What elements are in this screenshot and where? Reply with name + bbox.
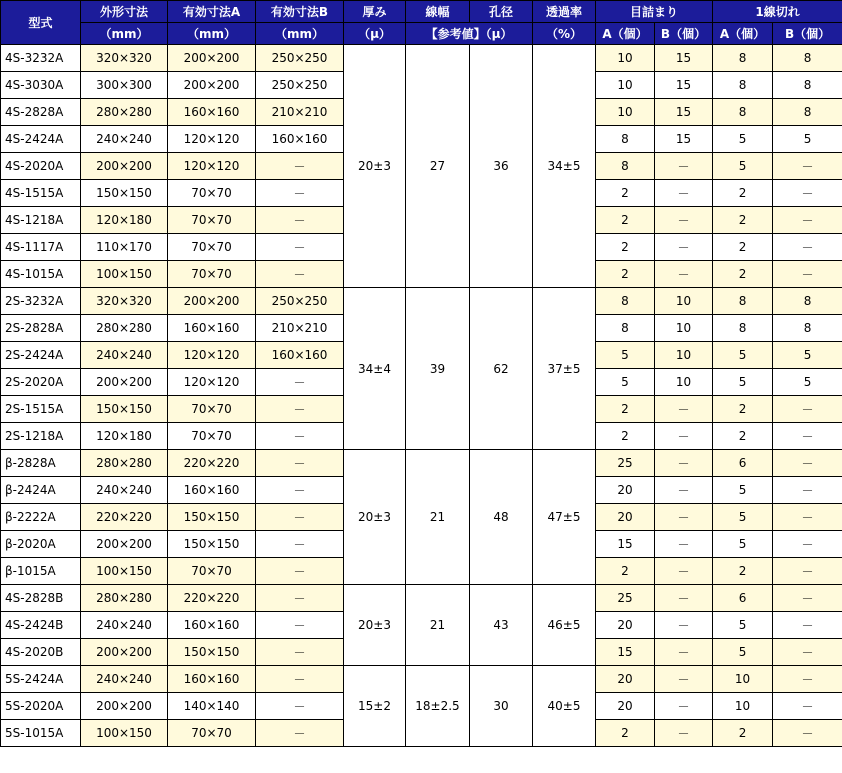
- break-a-cell: 6: [713, 450, 773, 477]
- clog-b-cell: －: [655, 153, 713, 180]
- header-outer: 外形寸法: [81, 1, 168, 23]
- effective-a-cell: 200×200: [168, 45, 256, 72]
- table-row: [1, 288, 842, 315]
- break-a-cell: 8: [713, 288, 773, 315]
- effective-a-cell: 220×220: [168, 585, 256, 612]
- model-cell: β-2020A: [1, 531, 81, 558]
- break-b-cell: 8: [773, 288, 842, 315]
- break-b-cell: 8: [773, 45, 842, 72]
- model-cell: 2S-3232A: [1, 288, 81, 315]
- break-a-cell: 2: [713, 261, 773, 288]
- line-width-cell: 18±2.5: [406, 666, 470, 747]
- outer-size-cell: 280×280: [81, 315, 168, 342]
- model-cell: 4S-3030A: [1, 72, 81, 99]
- clog-b-cell: 15: [655, 45, 713, 72]
- model-cell: 2S-2020A: [1, 369, 81, 396]
- hole-diameter-cell: 30: [470, 666, 533, 747]
- effective-a-cell: 160×160: [168, 99, 256, 126]
- table-row: [1, 45, 842, 72]
- clog-a-cell: 10: [596, 72, 655, 99]
- clog-a-cell: 20: [596, 693, 655, 720]
- thickness-cell: 20±3: [344, 45, 406, 288]
- effective-b-cell: －: [256, 666, 344, 693]
- clog-b-cell: 10: [655, 315, 713, 342]
- unit-line-hole: 【参考値】（μ）: [406, 23, 533, 45]
- outer-size-cell: 200×200: [81, 693, 168, 720]
- effective-b-cell: －: [256, 261, 344, 288]
- unit-eff-a: （mm）: [168, 23, 256, 45]
- break-a-cell: 8: [713, 45, 773, 72]
- model-cell: 4S-1015A: [1, 261, 81, 288]
- model-cell: 4S-2424A: [1, 126, 81, 153]
- effective-b-cell: －: [256, 477, 344, 504]
- clog-b-cell: －: [655, 207, 713, 234]
- break-b-cell: －: [773, 612, 842, 639]
- effective-a-cell: 70×70: [168, 234, 256, 261]
- clog-a-cell: 20: [596, 477, 655, 504]
- clog-a-cell: 2: [596, 423, 655, 450]
- thickness-cell: 34±4: [344, 288, 406, 450]
- break-b-cell: －: [773, 477, 842, 504]
- clog-b-cell: 10: [655, 288, 713, 315]
- break-b-cell: 5: [773, 369, 842, 396]
- spec-table-body: [1, 45, 842, 747]
- outer-size-cell: 320×320: [81, 288, 168, 315]
- clog-b-cell: －: [655, 180, 713, 207]
- header-clogging: 目詰まり: [596, 1, 713, 23]
- break-b-cell: －: [773, 720, 842, 747]
- break-b-cell: －: [773, 558, 842, 585]
- model-cell: 4S-1515A: [1, 180, 81, 207]
- header-line-width: 線幅: [406, 1, 470, 23]
- clog-a-cell: 8: [596, 126, 655, 153]
- model-cell: 4S-2424B: [1, 612, 81, 639]
- header-eff-b: 有効寸法B: [256, 1, 344, 23]
- effective-b-cell: －: [256, 396, 344, 423]
- break-b-cell: －: [773, 180, 842, 207]
- model-cell: 5S-2424A: [1, 666, 81, 693]
- break-b-cell: －: [773, 450, 842, 477]
- clog-b-cell: －: [655, 639, 713, 666]
- break-b-cell: 8: [773, 72, 842, 99]
- break-a-cell: 5: [713, 531, 773, 558]
- effective-a-cell: 70×70: [168, 558, 256, 585]
- clog-a-cell: 2: [596, 558, 655, 585]
- effective-b-cell: －: [256, 153, 344, 180]
- model-cell: 4S-2020B: [1, 639, 81, 666]
- break-a-cell: 8: [713, 99, 773, 126]
- clog-a-cell: 2: [596, 180, 655, 207]
- clog-a-cell: 2: [596, 207, 655, 234]
- effective-a-cell: 70×70: [168, 180, 256, 207]
- clog-a-cell: 2: [596, 396, 655, 423]
- thickness-cell: 20±3: [344, 450, 406, 585]
- model-cell: 2S-1515A: [1, 396, 81, 423]
- outer-size-cell: 320×320: [81, 45, 168, 72]
- clog-b-cell: －: [655, 396, 713, 423]
- break-b-cell: 8: [773, 99, 842, 126]
- outer-size-cell: 240×240: [81, 342, 168, 369]
- effective-a-cell: 120×120: [168, 126, 256, 153]
- break-a-cell: 8: [713, 315, 773, 342]
- unit-break-b: B（個）: [773, 23, 842, 45]
- clog-b-cell: －: [655, 612, 713, 639]
- effective-b-cell: －: [256, 720, 344, 747]
- clog-b-cell: 10: [655, 342, 713, 369]
- clog-b-cell: －: [655, 234, 713, 261]
- effective-a-cell: 70×70: [168, 261, 256, 288]
- break-a-cell: 5: [713, 504, 773, 531]
- effective-a-cell: 70×70: [168, 396, 256, 423]
- clog-b-cell: －: [655, 477, 713, 504]
- outer-size-cell: 100×150: [81, 720, 168, 747]
- clog-a-cell: 2: [596, 720, 655, 747]
- effective-b-cell: －: [256, 639, 344, 666]
- clog-b-cell: －: [655, 261, 713, 288]
- model-cell: 2S-2424A: [1, 342, 81, 369]
- outer-size-cell: 220×220: [81, 504, 168, 531]
- outer-size-cell: 240×240: [81, 666, 168, 693]
- outer-size-cell: 200×200: [81, 369, 168, 396]
- effective-b-cell: －: [256, 180, 344, 207]
- break-b-cell: －: [773, 531, 842, 558]
- unit-eff-b: （mm）: [256, 23, 344, 45]
- break-a-cell: 6: [713, 585, 773, 612]
- outer-size-cell: 280×280: [81, 99, 168, 126]
- clog-a-cell: 8: [596, 288, 655, 315]
- clog-b-cell: －: [655, 666, 713, 693]
- clog-b-cell: 15: [655, 99, 713, 126]
- effective-a-cell: 200×200: [168, 72, 256, 99]
- effective-a-cell: 120×120: [168, 342, 256, 369]
- break-b-cell: －: [773, 423, 842, 450]
- clog-b-cell: 15: [655, 72, 713, 99]
- break-a-cell: 5: [713, 126, 773, 153]
- effective-b-cell: 160×160: [256, 126, 344, 153]
- effective-b-cell: －: [256, 423, 344, 450]
- header-eff-a: 有効寸法A: [168, 1, 256, 23]
- clog-a-cell: 20: [596, 666, 655, 693]
- transmittance-cell: 46±5: [533, 585, 596, 666]
- hole-diameter-cell: 43: [470, 585, 533, 666]
- effective-a-cell: 70×70: [168, 207, 256, 234]
- break-b-cell: －: [773, 207, 842, 234]
- clog-a-cell: 15: [596, 639, 655, 666]
- effective-a-cell: 160×160: [168, 477, 256, 504]
- header-line-break: 1線切れ: [713, 1, 842, 23]
- effective-b-cell: －: [256, 369, 344, 396]
- break-b-cell: －: [773, 153, 842, 180]
- effective-a-cell: 160×160: [168, 315, 256, 342]
- break-a-cell: 5: [713, 612, 773, 639]
- model-cell: β-2424A: [1, 477, 81, 504]
- header-model: 型式: [1, 1, 81, 45]
- outer-size-cell: 240×240: [81, 477, 168, 504]
- break-a-cell: 2: [713, 234, 773, 261]
- effective-b-cell: －: [256, 585, 344, 612]
- effective-a-cell: 160×160: [168, 612, 256, 639]
- effective-b-cell: －: [256, 450, 344, 477]
- break-b-cell: －: [773, 234, 842, 261]
- clog-a-cell: 10: [596, 99, 655, 126]
- clog-b-cell: －: [655, 450, 713, 477]
- line-width-cell: 27: [406, 45, 470, 288]
- line-width-cell: 21: [406, 450, 470, 585]
- effective-b-cell: －: [256, 693, 344, 720]
- model-cell: 5S-2020A: [1, 693, 81, 720]
- effective-a-cell: 70×70: [168, 423, 256, 450]
- outer-size-cell: 200×200: [81, 639, 168, 666]
- effective-b-cell: －: [256, 531, 344, 558]
- break-a-cell: 5: [713, 153, 773, 180]
- model-cell: 5S-1015A: [1, 720, 81, 747]
- effective-b-cell: －: [256, 234, 344, 261]
- clog-a-cell: 20: [596, 504, 655, 531]
- hole-diameter-cell: 48: [470, 450, 533, 585]
- model-cell: 4S-2020A: [1, 153, 81, 180]
- outer-size-cell: 120×180: [81, 423, 168, 450]
- clog-b-cell: －: [655, 558, 713, 585]
- unit-clog-a: A（個）: [596, 23, 655, 45]
- effective-a-cell: 150×150: [168, 639, 256, 666]
- effective-b-cell: －: [256, 558, 344, 585]
- clog-b-cell: －: [655, 585, 713, 612]
- table-row: [1, 450, 842, 477]
- break-b-cell: －: [773, 666, 842, 693]
- break-b-cell: －: [773, 693, 842, 720]
- table-row: [1, 666, 842, 693]
- clog-b-cell: 15: [655, 126, 713, 153]
- line-width-cell: 39: [406, 288, 470, 450]
- effective-a-cell: 120×120: [168, 153, 256, 180]
- header-thickness: 厚み: [344, 1, 406, 23]
- clog-b-cell: －: [655, 720, 713, 747]
- clog-a-cell: 25: [596, 450, 655, 477]
- break-b-cell: －: [773, 396, 842, 423]
- clog-b-cell: －: [655, 531, 713, 558]
- unit-break-a: A（個）: [713, 23, 773, 45]
- effective-a-cell: 150×150: [168, 531, 256, 558]
- model-cell: β-1015A: [1, 558, 81, 585]
- model-cell: 4S-1117A: [1, 234, 81, 261]
- model-cell: 4S-2828A: [1, 99, 81, 126]
- transmittance-cell: 37±5: [533, 288, 596, 450]
- break-a-cell: 5: [713, 639, 773, 666]
- break-a-cell: 5: [713, 342, 773, 369]
- break-b-cell: －: [773, 639, 842, 666]
- model-cell: 4S-3232A: [1, 45, 81, 72]
- clog-a-cell: 15: [596, 531, 655, 558]
- outer-size-cell: 100×150: [81, 558, 168, 585]
- header-row-1: [1, 1, 842, 23]
- effective-a-cell: 160×160: [168, 666, 256, 693]
- line-width-cell: 21: [406, 585, 470, 666]
- clog-b-cell: －: [655, 693, 713, 720]
- clog-a-cell: 5: [596, 369, 655, 396]
- break-b-cell: 5: [773, 342, 842, 369]
- header-row-2: [1, 23, 842, 45]
- outer-size-cell: 240×240: [81, 126, 168, 153]
- unit-outer: （mm）: [81, 23, 168, 45]
- model-cell: 2S-2828A: [1, 315, 81, 342]
- effective-b-cell: 210×210: [256, 315, 344, 342]
- break-a-cell: 2: [713, 720, 773, 747]
- clog-a-cell: 2: [596, 261, 655, 288]
- break-a-cell: 2: [713, 423, 773, 450]
- outer-size-cell: 240×240: [81, 612, 168, 639]
- break-a-cell: 2: [713, 180, 773, 207]
- effective-b-cell: 210×210: [256, 99, 344, 126]
- model-cell: 4S-2828B: [1, 585, 81, 612]
- outer-size-cell: 280×280: [81, 585, 168, 612]
- outer-size-cell: 120×180: [81, 207, 168, 234]
- outer-size-cell: 150×150: [81, 180, 168, 207]
- break-a-cell: 5: [713, 369, 773, 396]
- effective-a-cell: 140×140: [168, 693, 256, 720]
- break-b-cell: 8: [773, 315, 842, 342]
- clog-a-cell: 10: [596, 45, 655, 72]
- effective-a-cell: 220×220: [168, 450, 256, 477]
- clog-a-cell: 20: [596, 612, 655, 639]
- clog-a-cell: 8: [596, 153, 655, 180]
- break-a-cell: 8: [713, 72, 773, 99]
- unit-clog-b: B（個）: [655, 23, 713, 45]
- transmittance-cell: 40±5: [533, 666, 596, 747]
- break-a-cell: 2: [713, 207, 773, 234]
- hole-diameter-cell: 62: [470, 288, 533, 450]
- effective-b-cell: 250×250: [256, 45, 344, 72]
- header-hole: 孔径: [470, 1, 533, 23]
- clog-a-cell: 2: [596, 234, 655, 261]
- break-a-cell: 2: [713, 396, 773, 423]
- break-a-cell: 5: [713, 477, 773, 504]
- effective-a-cell: 150×150: [168, 504, 256, 531]
- clog-b-cell: －: [655, 423, 713, 450]
- model-cell: 4S-1218A: [1, 207, 81, 234]
- transmittance-cell: 47±5: [533, 450, 596, 585]
- unit-transmittance: （%）: [533, 23, 596, 45]
- break-b-cell: －: [773, 504, 842, 531]
- effective-b-cell: －: [256, 504, 344, 531]
- outer-size-cell: 200×200: [81, 531, 168, 558]
- effective-b-cell: 250×250: [256, 72, 344, 99]
- table-row: [1, 585, 842, 612]
- model-cell: β-2828A: [1, 450, 81, 477]
- thickness-cell: 20±3: [344, 585, 406, 666]
- clog-a-cell: 8: [596, 315, 655, 342]
- clog-a-cell: 5: [596, 342, 655, 369]
- outer-size-cell: 300×300: [81, 72, 168, 99]
- effective-a-cell: 70×70: [168, 720, 256, 747]
- break-a-cell: 10: [713, 693, 773, 720]
- effective-b-cell: －: [256, 612, 344, 639]
- thickness-cell: 15±2: [344, 666, 406, 747]
- clog-b-cell: －: [655, 504, 713, 531]
- break-b-cell: 5: [773, 126, 842, 153]
- effective-a-cell: 120×120: [168, 369, 256, 396]
- break-a-cell: 10: [713, 666, 773, 693]
- header-transmittance: 透過率: [533, 1, 596, 23]
- clog-b-cell: 10: [655, 369, 713, 396]
- unit-thickness: （μ）: [344, 23, 406, 45]
- effective-a-cell: 200×200: [168, 288, 256, 315]
- effective-b-cell: －: [256, 207, 344, 234]
- clog-a-cell: 25: [596, 585, 655, 612]
- break-b-cell: －: [773, 261, 842, 288]
- outer-size-cell: 150×150: [81, 396, 168, 423]
- effective-b-cell: 250×250: [256, 288, 344, 315]
- outer-size-cell: 200×200: [81, 153, 168, 180]
- transmittance-cell: 34±5: [533, 45, 596, 288]
- break-a-cell: 2: [713, 558, 773, 585]
- hole-diameter-cell: 36: [470, 45, 533, 288]
- effective-b-cell: 160×160: [256, 342, 344, 369]
- model-cell: 2S-1218A: [1, 423, 81, 450]
- outer-size-cell: 100×150: [81, 261, 168, 288]
- break-b-cell: －: [773, 585, 842, 612]
- outer-size-cell: 280×280: [81, 450, 168, 477]
- outer-size-cell: 110×170: [81, 234, 168, 261]
- model-cell: β-2222A: [1, 504, 81, 531]
